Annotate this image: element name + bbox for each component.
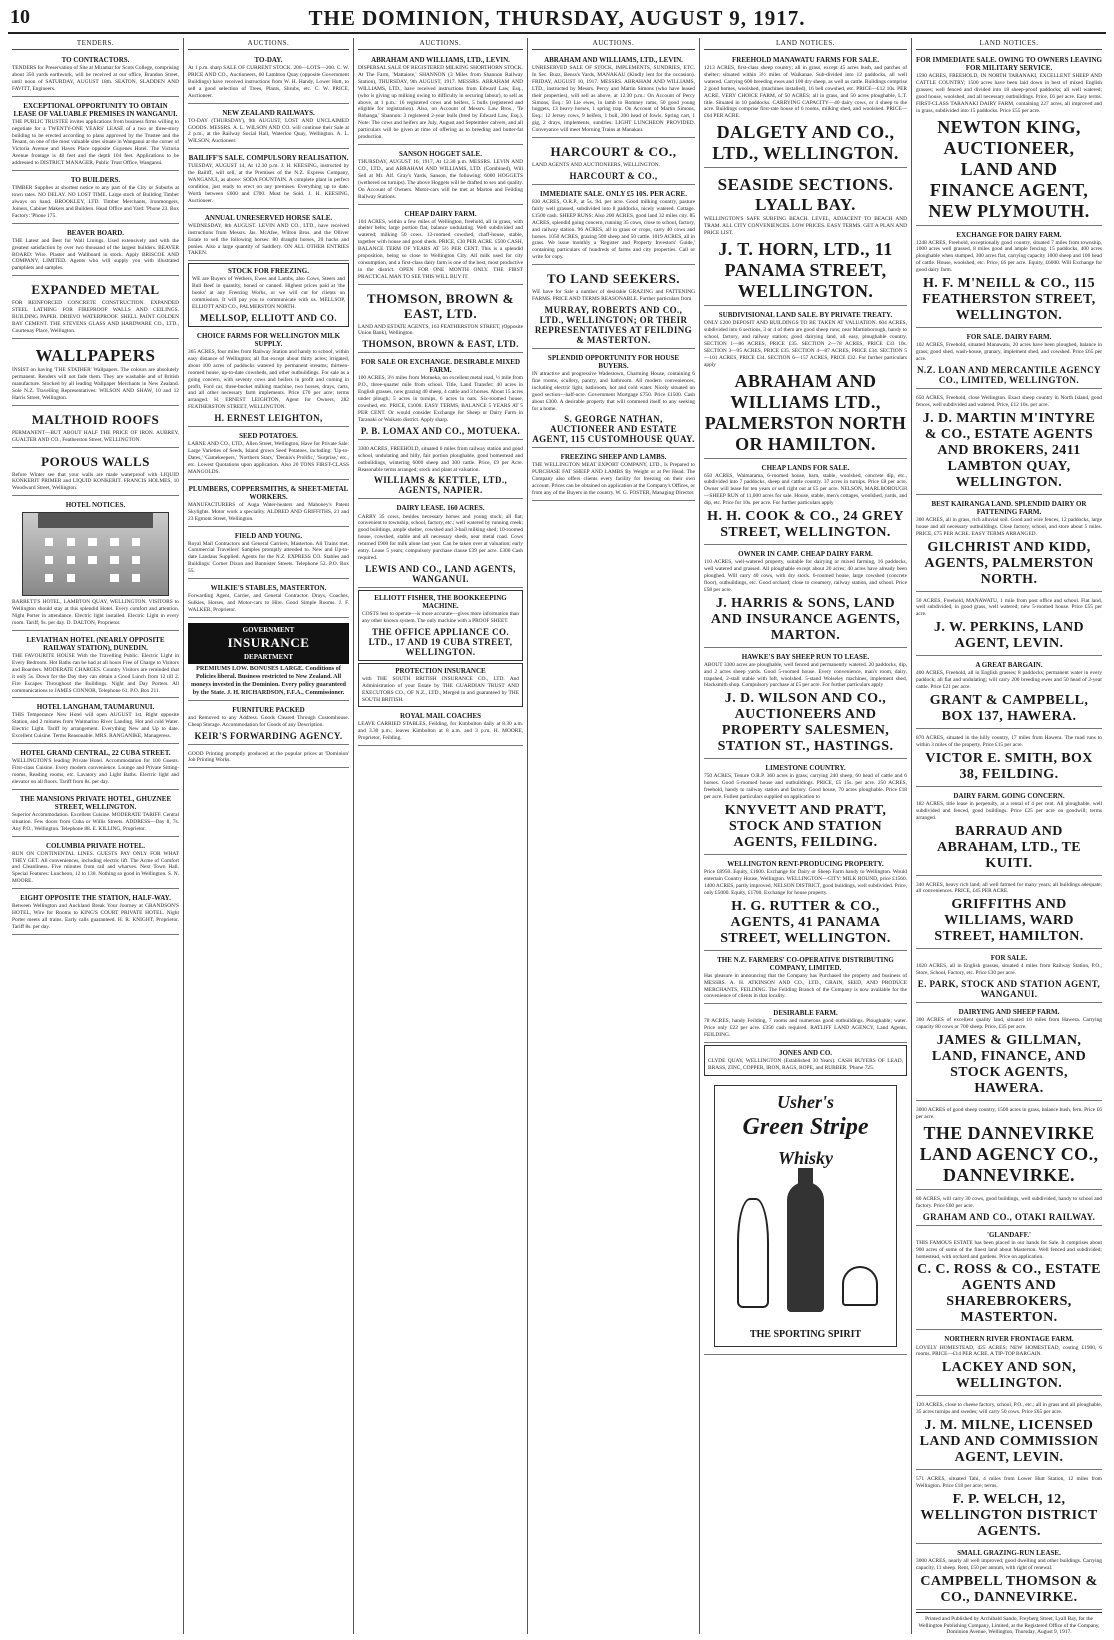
ad-agent-name: S. GEORGE NATHAN, AUCTIONEER AND ESTATE AGENT, 115 CUSTOMHOUSE QUAY.	[532, 414, 695, 445]
ad-body: MANUFACTURERS of Auga Water-heaters and Mahoney's Patent Skylights. Motor work a speciality. ALDRED AND GRIFFITHS, 21 and 23 Egmont Street, Wellington.	[188, 501, 349, 522]
advertisement	[188, 211, 349, 262]
advertisement	[358, 442, 523, 500]
ad-body: 400 ACRES, Freehold, all in English grasses; 8 paddocks; permanent water in every paddock; all flat and undulating; will carry 200 breeding ewes and 50 head of 2-year cattle. Price £21 per acre.	[916, 670, 1102, 691]
whisky-name: Green Stripe	[742, 1114, 869, 1141]
ad-body: 3000 ACRES, nearly all well improved; good dwelling and other buildings. Carrying capacity, 11 sheep. Rent, £50 per annum, with right of renewal.	[916, 1558, 1102, 1571]
ad-body: 78 ACRES, handy Feilding, 7 rooms and numerous good outbuildings. Ploughable; water. Price only £22 per acre. £350 cash required. RATLIFF LAND AGENCY, Land Agents, FEILDING.	[704, 1018, 907, 1039]
whisky-brand: Usher's	[776, 1092, 834, 1113]
ad-heading: TO BUILDERS.	[70, 176, 121, 185]
ad-agent-name: H. G. RUTTER & CO., AGENTS, 41 PANAMA STREET, WELLINGTON.	[720, 898, 891, 946]
ad-agent-name: J. T. HORN, LTD., 11 PANAMA STREET, WELLINGTON.	[718, 239, 893, 302]
newspaper-page	[8, 4, 1106, 1634]
advertisement	[704, 1045, 907, 1076]
advertisement	[704, 857, 907, 951]
ad-agent-name: P. B. LOMAX AND CO., MOTUEKA.	[360, 425, 521, 436]
ad-body: PERMANENT—BUT ABOUT HALF THE PRICE OF IRON. AUBREY, GUALTER AND CO., Featherston Street, WELLINGTON.	[12, 429, 179, 443]
advertisement	[532, 450, 695, 501]
hotel-window-shape	[110, 538, 119, 546]
advertisement	[704, 1006, 907, 1043]
advertisement	[188, 747, 349, 769]
ad-heading: WELLINGTON RENT-PRODUCING PROPERTY.	[727, 860, 884, 868]
hotel-window-shape	[132, 556, 141, 564]
advertisement	[916, 951, 1102, 1003]
ad-body: and Removed to any Address. Goods Cleared Through Customhouse. Cheap Storage. Accommodation for Goods of any Description.	[188, 714, 349, 728]
ad-body: 1248 ACRES, Freehold, exceptionally good country, situated 7 miles from township, 1000 acres well grassed, 8 miles good and ample fencing. 15 paddocks, 400 acres ploughable when stumped, 300 acres flat, carrying capacity 1000 sheep and 100 head of cattle. House, woolshed, etc. Price, £6 per acre. Equity, £6000. Will Exchange for good dairy farm.	[916, 239, 1102, 274]
ad-agent-name: E. PARK, STOCK AND STATION AGENT, WANGANUI.	[917, 979, 1101, 1000]
ad-body: ONLY £200 DEPOSIT AND BUILDINGS TO BE TAKEN AT VALUATION. 604 ACRES, subdivided into 6 sections, 3 or 4 of them are good sheep runs; near Martinborough, handy to school, factory, and railway station; good dairying land, all easy, ploughable country. SECTION 1—86 ACRES, PRICE £35. SECTION 2—78 ACRES, PRICE £33 10s. SECTION 3—95 ACRES, PRICE £35. SECTION 4—87 ACRES, PRICE £34. SECTION 5—101 ACRES, PRICE £34. SECTION 6—157 ACRES, PRICE £32. For further particulars apply	[704, 320, 907, 368]
hotel-window-shape	[45, 538, 54, 546]
ad-body: LAND AGENTS AND AUCTIONEERS, WELLINGTON.	[532, 162, 660, 169]
advertisement	[12, 226, 179, 277]
ad-agent-name: GILCHRIST AND KIDD, AGENTS, PALMERSTON NORTH.	[924, 539, 1094, 587]
advertisement	[188, 263, 349, 327]
advertisement	[916, 391, 1102, 495]
ad-heading: ELLIOTT FISHER, THE BOOKKEEPING MACHINE.	[374, 593, 507, 610]
column-heading: TENDERS.	[12, 38, 179, 50]
ad-heading: HARCOURT & CO.,	[550, 144, 677, 160]
ad-body: LOVELY HOMESTEAD, 425 ACRES; NEW HOMESTEAD, costing £1900, 6 rooms. PRICE—£14 PER ACRE. A TIP-TOP BARGAIN.	[916, 1344, 1102, 1358]
advertisement	[532, 140, 695, 185]
ad-heading: NORTHERN RIVER FRONTAGE FARM.	[944, 1335, 1074, 1344]
insurance-banner-line: INSURANCE	[227, 634, 310, 650]
masthead	[8, 4, 1106, 34]
whisky-caption: THE SPORTING SPIRIT	[749, 1329, 862, 1341]
ad-agent-name: CAMPBELL THOMSON & CO., DANNEVIRKE.	[920, 1573, 1098, 1605]
ad-body: Has pleasure in announcing that the Company has Purchased the property and business of MESSRS. A. H. ATKINSON AND CO., LTD., GRAIN, SEED, AND PRODUCE MERCHANTS, FEILDING. The Feilding Branch of the Company is now available for the convenience of clients in that locality.	[704, 972, 907, 1000]
ad-heading: DAIRYING AND SHEEP FARM.	[958, 1008, 1060, 1017]
ad-agent-name: ABRAHAM AND WILLIAMS LTD., PALMERSTON NORTH OR HAMILTON.	[704, 370, 907, 454]
advertisement	[916, 1228, 1102, 1331]
hotel-window-shape	[110, 574, 119, 582]
ad-heading: SEASIDE SECTIONS. LYALL BAY.	[717, 175, 894, 214]
ad-agent-name: H. H. COOK & CO., 24 GREY STREET, WELLINGTON.	[707, 509, 904, 541]
ad-body: TO-DAY (THURSDAY), 9th AUGUST, LOST AND UNCLAIMED GOODS. MESSRS. A. L. WILSON AND CO. will continue their Sale at 2 p.m., at the Railway Social Hall, Waterloo Quay, Wellington. A. L. WILSON, Auctioneer.	[188, 117, 349, 145]
ad-agent-name: VICTOR E. SMITH, BOX 38, FEILDING.	[925, 750, 1093, 782]
ad-body: Royal Mail Contractors and General Carriers, Masterton. All Trains met. Commercial Travellers' Samples promptly attended to. New and Up-to-date Landaus Supplied. Agents for the N.Z. EXPRESS CO. Stables and Buildings: Corner Dixon and Bannister Streets. Telephone 52. P.O. Box 55.	[188, 540, 349, 575]
advertisement	[188, 581, 349, 618]
ad-body: RUN ON CONTINENTAL LINES. GUESTS PAY ONLY FOR WHAT THEY GET. All conveniences, including electric lift. The Acme of Comfort and Cleanliness. Five minutes from rail and wharves. Next Town Hall. Special Features: Luncheon, 12 to 130. Nothing so good in Wellington. S. N. MOORE.	[12, 850, 179, 885]
hotel-window-shape	[45, 574, 54, 582]
advertisement	[916, 1103, 1102, 1190]
advertisement	[12, 792, 179, 837]
ad-body: UNRESERVED SALE OF STOCK, IMPLEMENTS, SUNDRIES, ETC. In Sec. Buzz, Benss's Yards, MANAKAU (Kindly lent for the occasion). FRIDAY, AUGUST 10, 1917. MESSRS. ABRAHAM AND WILLIAMS, LTD., instructed by Messrs. Percy and Martin Simons (who have leased their properties), will sell as above, at 12.30 p.m.: On Account of Percy Simons, Esq.: 50 Lie ewes, in lamb to Romney rams, 50 good young hoggets, 13 heavy horses, 1 spring trap. On Account of Martin Simons, Esq.: 12 Jersey cows, 9 heifers, 1 bull, 200 head of fowls. Spring cart, 1 gig, 2 drays, implements, sundries. LIGHT LUNCHEON PROVIDED. Conveyance will meet Morning Trains at Manakau.	[532, 65, 695, 134]
advertisement	[12, 278, 179, 338]
ad-body: 1590 ACRES, FREEHOLD, IN NORTH TARANAKI, EXCELLENT SHEEP AND CATTLE COUNTRY; 1500 acres have been laid down in best of mixed English grasses; well fenced and divided into 18 sheep-proof paddocks; all well watered; good house, woolshed, and all necessary outbuildings. Price, £6 per acre. Easy terms. FIRST-CLASS TARANAKI DAIRY FARM, containing 227 acres, all improved and in grass, subdivided into 15 paddocks. Price £55 per acre.	[916, 73, 1102, 114]
advertisement	[916, 228, 1102, 329]
ad-body: 300 ACRES, all in grass, rich alluvial soil. Good and wire fences, 12 paddocks, large house and all necessary outbuildings. Close factory, school, and store about 5 miles. PRICE, £75 PER ACRE. EASY TERMS ARRANGED.	[916, 516, 1102, 537]
hotel-window-shape	[67, 538, 76, 546]
advertisement	[704, 308, 907, 458]
hotel-window-shape	[110, 556, 119, 564]
advertisement	[704, 650, 907, 760]
column-tenders	[8, 38, 184, 1634]
ad-heading: FREEHOLD MANAWATU FARMS FOR SALE.	[732, 56, 879, 64]
ad-body: 571 ACRES, situated Tahi, 4 miles from Lower Hutt Station, 12 miles from Wellington. Price £18 per acre; terms.	[916, 1476, 1102, 1490]
advertisement	[188, 703, 349, 745]
ad-heading: COLUMBIA PRIVATE HOTEL.	[45, 841, 146, 850]
ad-agent-name: WILLIAMS & KETTLE, LTD., AGENTS, NAPIER.	[373, 475, 508, 496]
page-number: 10	[10, 6, 30, 28]
ad-heading: HAWKE'S BAY SHEEP RUN TO LEASE.	[741, 652, 870, 661]
ad-agent-name: MELLSOP, ELLIOTT AND CO.	[200, 312, 337, 323]
ad-body: WELLINGTON'S leading Private Hotel. Accommodation for 100 Guests. First-class Cuisine. Every modern convenience. Lounge and Private Sitting-rooms, Reading rooms, etc. Lavatory and Light Baths. Electric light and elevator on all floors. Tariff from 8s. per day.	[12, 758, 179, 785]
ad-agent-name: THE OFFICE APPLIANCE CO. LTD., 17 AND 19 CUBA STREET, WELLINGTON.	[368, 626, 513, 657]
advertisement	[916, 789, 1102, 876]
ad-heading: BEST KAIRANGA LAND. SPLENDID DAIRY OR FATTENING FARM.	[931, 499, 1087, 516]
advertisement	[704, 761, 907, 855]
advertisement	[12, 99, 179, 171]
ad-heading: HOTEL NOTICES.	[65, 501, 126, 510]
ad-body: TUESDAY, AUGUST 14, At 12.30 p.m. J. H. KEESING, instructed by the Bailiff, will sell, at the Premises of the N.Z. Express Company, WANGANUI, as above: SODA FOUNTAIN. A complete plant in perfect condition, just ready to erect on any premises. Everything up to date. Worth between £600 and £700. Must be Sold. J. H. KEESING, Auctioneer.	[188, 163, 349, 204]
ad-body: WE have for Sale a number of desirable GRAZING and FATTENING FARMS. PRICE AND TERMS REASONABLE. Further particulars from	[532, 289, 695, 302]
advertisement	[12, 839, 179, 890]
hotel-window-shape	[132, 538, 141, 546]
ad-heading: PROTECTION INSURANCE	[395, 666, 486, 675]
ad-body: IN attractive and progressive Wadestown, Charming House, containing 6 fine rooms, scullery, pantry, and bathroom. All modern conveniences, including electric light, bathroom, hot and cold water. Nicely situated on good section—half-acre. Government Mortgage £750. Price £1500. Cash about £300. A desirable property that will commend itself to any seeking for a home.	[532, 371, 695, 412]
ad-agent-name: LACKEY AND SON, WELLINGTON.	[941, 1360, 1077, 1392]
ad-agent-name: J. W. PERKINS, LAND AGENT, LEVIN.	[934, 620, 1084, 652]
hotel-window-shape	[88, 538, 97, 546]
ad-heading: HOTEL LANGHAM, TAUMARUNUI.	[36, 703, 155, 712]
hotel-window-shape	[45, 556, 54, 564]
ad-body: Between Wellington and Auckland Break Your Journey at GRANDSON'S HOTEL, Wire for Rooms to KING'S COURT PRIVATE HOTEL. Night Porter meets all trains. Early calls guaranteed. H. R. KNIGHT, Proprietor. Tariff 8s. per day.	[12, 903, 179, 930]
ad-body: THE WELLINGTON MEAT EXPORT COMPANY, LTD., Is Prepared to PURCHASE FAT SHEEP AND LAMBS By Weight or at Per Head. The Company also offers clients every facility for freezing on their own account. Prices can be obtained on application at the Company's Offices, or from any of the Buyers in the country. W. G. FOSTER, Managing Director.	[532, 462, 695, 497]
column-auctions-3	[528, 38, 700, 1634]
ad-heading: DAIRY LEASE. 160 ACRES.	[396, 504, 485, 513]
ad-heading: DAIRY FARM. GOING CONCERN.	[953, 791, 1065, 800]
ad-heading: STOCK FOR FREEZING.	[228, 267, 309, 276]
ad-body: 830 ACRES, O.R.P., at 5s. 9d. per acre. Good milking country, pasture fairly well grassed, subdivided into 8 paddocks, nicely watered. Cottage. £1500 cash. SHEEP RUNS: Also 200 ACRES, good land 32 miles city. 85 ACRES, splendid going concern, running 35 cows, close to school, factory, and railway station. 96 ACRES, all in grass or crops, carry 40 cows and horses. 1050 ACRES, grazing 500 sheep and 50 cattle. 1019 ACRES, all in grass. We issue monthly a 'Register and Property Investors' Guide,' containing particulars of hundreds of farms and city properties. Call or write for copy.	[532, 199, 695, 261]
hotel-building-illustration	[22, 512, 169, 596]
ad-body: 80 ACRES, will carry 30 cows, good buildings, well subdivided, handy to school and factory. Price £60 per acre.	[916, 1195, 1102, 1209]
ad-body: BARRETT'S HOTEL, LAMBTON QUAY, WELLINGTON. VISITORS to Wellington should stay at this splendid Hotel. Every comfort and attention. Night Porter in attendance. Electric light installed. Electric Light in every room. Tariff, 9s. per day. D. DALTON, Proprietor.	[12, 599, 179, 626]
ad-heading: FURNITURE PACKED	[232, 705, 305, 714]
advertisement	[12, 633, 179, 699]
ad-body: At 1 p.m. sharp SALE OF CURRENT STOCK. 200—LOTS—200. C. W. PRICE AND CO., Auctioneers, 60 Lambton Quay (opposite Government Buildings) have received instructions from W. H. Handy, Lower Hutt, to sell a good selection of Trees, Plants, Shrubs, etc. C. W. PRICE, Auctioneer.	[188, 65, 349, 99]
ad-body: THE FAVOURITE HOUSE With the Travelling Public. Electric Light in Every Bedroom. Hot Baths can be had at all hours Free of Charge to Visitors and Boarders. MODERATE CHARGES. Country Visitors are reminded that it only 5s. Down for the Day they can obtain a Good Lunch from 12 till 2. Fire Escapes Throughout the Buildings. Night and Day Porters. All communications to JAMES CONNOR, Telephone 61. P.O. Box 211.	[12, 652, 179, 694]
column-heading: LAND NOTICES.	[704, 38, 907, 50]
advertisement	[704, 170, 907, 306]
advertisement	[12, 450, 179, 497]
advertisement	[532, 351, 695, 449]
ad-heading: OWNER IN CAMP. CHEAP DAIRY FARM.	[738, 550, 873, 559]
column-heading: AUCTIONS.	[188, 38, 349, 50]
hotel-window-shape	[67, 556, 76, 564]
advertisement	[532, 187, 695, 265]
advertisement	[916, 1398, 1102, 1470]
ad-body: Before Winter see that your walls are made waterproof with LIQUID KONKERIT PRIMER and LIQUID KONKERIT. FRANCIS HOLMES, 10 Woodward Street, Wellington.	[12, 471, 179, 492]
column-land-notices-2	[912, 38, 1106, 1634]
ad-heading: SPLENDID OPPORTUNITY FOR HOUSE BUYERS.	[547, 353, 680, 370]
ad-agent-name: BARRAUD AND ABRAHAM, LTD., TE KUITI.	[936, 823, 1082, 871]
ad-agent-name: NEWTON KING, AUCTIONEER, LAND AND FINANCE AGENT, NEW PLYMOUTH.	[928, 116, 1090, 221]
ad-body: DISPERSAL SALE OF REGISTERED MILKING SHORTHORN STOCK. At The Farm, 'Mattaiote,' SHANNON (3 Miles from Shannon Railway Station), THURSDAY, 9th AUGUST, 1917. MESSRS. ABRAHAM AND WILLIAMS, LTD., have received instructions from Edward Law, Esq., (who is giving up milking owing to difficulty in securing labour), to sell as above, at 1 p.m.: 16 registered cows and heifers, 5 bulls (registered and eligible for registration). Also, on Account of Messrs. Law Bros., 'Te Rohanga,' Shannon: 3 registered 2-year bulls (bred by Edward Law, Esq.). Note: The cows and heifers are July, August and September calvers, and all particulars will be given at time of offering as to breeding and butter-fat production.	[358, 65, 523, 141]
ad-heading: TO-DAY.	[254, 56, 283, 64]
ad-body: ABOUT 3300 acres are ploughable, well fenced and permanently watered. 20 paddocks, dip, and 2 acres sheep yards. Good 5-roomed house. Every convenience, man's room, dairy, trapshed, 2-stall stable with loft, woolshed. 5-stand Wolseley machines, implement shed, blacksmith shop. Compulsory purchase at £5 per acre. For further particulars apply	[704, 661, 907, 689]
advertisement	[188, 53, 349, 104]
ad-heading: A GREAT BARGAIN.	[975, 661, 1043, 670]
ad-heading: LEVIATHAN HOTEL (NEARLY OPPOSITE RAILWAY STATION), DUNEDIN.	[26, 635, 165, 652]
ad-body: Forwarding Agent, Carrier, and General Contractor. Drays, Coaches, Sulkies, Horses, and Motor-cars to Hire. Good Simple Rooms. J. F. WALKER, Proprietor.	[188, 593, 349, 613]
advertisement	[358, 287, 523, 354]
advertisement	[188, 329, 349, 427]
ad-heading: EIGHT OPPOSITE THE STATION, HALF-WAY.	[20, 894, 171, 903]
advertisement	[704, 547, 907, 648]
whisky-advertisement-illustration	[714, 1085, 897, 1347]
ad-agent-name: LEWIS AND CO., LAND AGENTS, WANGANUI.	[365, 563, 516, 584]
ad-body: INSIST on having 'THE STATHER' Wallpapers. The colours are absolutely permanent. Renders will not fade them. They are washable and of British manufacture. Stocked by all leading Wallpaper Merchants in New Zealand. Sole N.Z. Travelling Representatives: WILSON AND SHAW, 10 and 12 Harris Street, Wellington.	[12, 367, 179, 401]
ad-body: CARRY 35 cows, besides necessary horses and young stock; all flat; convenient to township, school, factory, etc.; well watered by running creek; good buildings, ample shelter, cowshed and 3-bail milking shed; 10-roomed house, cowshed, stable and all necessary sheds, near metal road. Cows returned £900 for milk alone last year. Can be taken over at valuation; early entry. Lease 5 years; compulsory purchase clause £39 per acre. £300 Cash required.	[358, 513, 523, 561]
hotel-window-shape	[132, 574, 141, 582]
insurance-banner	[188, 623, 349, 664]
advertisement	[358, 590, 523, 661]
advertisement	[188, 151, 349, 208]
ad-body: THE PUBLIC TRUSTEE invites applications from business firms willing to negotiate for a TWENTY-ONE YEARS' LEASE of a two or three-story building to be erected according to plans approved by the Trustee and the Tenant, on one of the most valuable sites situate in Wanganui at the corner of Victoria Avenue and Haves Place opposite Guyenes Hotel. The Victoria Avenue frontage is 48 feet and the depth 104 feet. Applications to be addressed to DISTRICT MANAGER, Public Trust Office, Wanganui.	[12, 118, 179, 167]
ad-agent-name: J. M. MILNE, LICENSED LAND AND COMMISSION AGENT, LEVIN.	[919, 1418, 1099, 1466]
ad-heading: JONES AND CO.	[778, 1049, 833, 1058]
ad-heading: EXCHANGE FOR DAIRY FARM.	[956, 230, 1062, 239]
ad-agent-name: J. HARRIS & SONS, LAND AND INSURANCE AGENTS, MARTON.	[710, 595, 901, 643]
hotel-window-shape	[67, 574, 76, 582]
ad-agent-name: J. D. MARTIN M'INTYRE & CO., ESTATE AGENTS AND BROKERS, 2411 LAMBTON QUAY, WELLINGTON.	[922, 410, 1096, 490]
whisky-product: Whisky	[777, 1148, 833, 1169]
advertisement	[358, 501, 523, 587]
advertisement	[704, 461, 907, 546]
ad-body: PREMIUMS LOW. BONUSES LARGE. Conditions of Policies liberal. Business restricted to New Zealand. All moneys invested in the Dominion. Every policy guaranteed by the State. J. H. RICHARDSON, F.F.A., Commissioner.	[190, 664, 347, 696]
ad-agent-name: KNYVETT AND PRATT, STOCK AND STATION AGENTS, FEILDING.	[724, 803, 887, 850]
ad-heading: FOR SALE. DAIRY FARM.	[966, 333, 1052, 342]
ad-heading: MALTHOID ROOFS	[31, 411, 160, 427]
advertisement	[358, 355, 523, 439]
ad-body: 182 ACRES, title lease in perpetuity, at a rental of 4 per cent. All ploughable, well subdivided and fenced, good buildings. Price £25 per acre on goodwill; terms arranged.	[916, 800, 1102, 821]
ad-body: THURSDAY, AUGUST 16, 1917, At 12.30 p.m. MESSRS. LEVIN AND CO., LTD., and ABRAHAM AND WILLIAMS, LTD. (Combined), Will Sell at Mr. Alf. Gray's Yards, Sanson, the following: 6000 HOGGETS (wethered on turnips). The above Hoggets will be drafted to sex and quality. On Account of Owners. Motor-cars will be met at Marton and Feilding Railway Stations.	[358, 159, 523, 200]
column-auctions-1	[184, 38, 354, 1634]
advertisement	[916, 1192, 1102, 1226]
advertisement	[704, 953, 907, 1005]
ad-heading: HOTEL GRAND CENTRAL, 22 CUBA STREET.	[20, 749, 171, 758]
ad-agent-name: KEIR'S FORWARDING AGENCY.	[194, 730, 343, 741]
ad-agent-name: H. F. M'NEILL & CO., 115 FEATHERSTON STREET, WELLINGTON.	[922, 276, 1096, 324]
advertisement	[12, 53, 179, 97]
ad-heading: THE MANSIONS PRIVATE HOTEL, GHUZNEE STREET, WELLINGTON.	[19, 794, 172, 811]
ad-body: LARNE AND CO., LTD., Allen Street, Wellington, Have for Private Sale: Large Varieties of Seeds, Island grown Seed Potatoes, including: 'Up-to-Dates,' 'Gamekeepers,' 'Northern Stars,' 'Dennis's Prolific,' 'Surprise,' etc., etc. Lowest Quotations upon application. Also 20 TONS FIRST-CLASS MANGOLDS.	[188, 441, 349, 475]
ad-body: TIMBER Supplies at shortest notice to any part of the City or Suburbs at town rates. NO DELAY. NO LOST TIME. Large stock of Building Timber always on hand. BROOKLEY, LTD. Timber Merchants, Ironmongers, Joiners, Cabinet Makers and Builders. Head Office and Yard: 'Phone 23. Box Factory: 'Phone 175.	[12, 185, 179, 219]
ad-heading: BAILIFF'S SALE. COMPULSORY REALISATION.	[188, 154, 349, 163]
ad-body: THIS FAMOUS ESTATE has been placed in our hands for Sale. It comprises about 900 acres of some of the finest land about Masterton. Well fenced and subdivided; homestead, with orchard and gardens. Price on application.	[916, 1239, 1102, 1260]
advertisement	[916, 594, 1102, 657]
ad-heading: TO CONTRACTORS.	[61, 56, 130, 64]
advertisement	[188, 620, 349, 701]
ad-body: THE Latest and Best for Wall Linings. Used extensively and with the greatest satisfaction by over two thousand of the largest builders. BEAVER BOARD: Wire. Plaster and Wallboard in stock. Apply BRISCOE AND COMPANY, LIMITED. Agents who will supply you with illustrated pamphlets and samples.	[12, 237, 179, 272]
ad-agent-name: DALGETY AND CO., LTD., WELLINGTON.	[712, 122, 899, 164]
ad-body: 120 ACRES, close to cheese factory, school, P.O., etc.; all in grass and all ploughable, 35 acres turnips and swedes; will carry 50 cows. Price £65 per acre.	[916, 1402, 1102, 1416]
sportsman-figure	[737, 1198, 770, 1308]
advertisement	[916, 330, 1102, 389]
ad-body: WE are Buyers of Wethers, Ewes and Lambs, also Cows, Steers and Bull Beef in quantity, boned or canned. Highest prices paid at 'the books' at any Freezing Works, or we will cut for clients on commission. It will pay you to communicate with us. MELLSOP, ELLIOTT AND CO., PALMERSTON NORTH.	[192, 276, 345, 310]
advertisement	[532, 267, 695, 349]
ad-body: 365 ACRES, four miles from Railway Station and handy to school, within easy distance of Wellington; all flat except about thirty acres; irrigated, about 100 acres of paddocks watered by permanent streams; thirteen-roomed house, up-to-date cowsheds, and other outbuildings. For sale as a going concern, with seventy cows and heifers in profit and coming in profit, Ford car, three-bucket milking machine, two horses, drays, carts, and all other necessary farm implements. Price £70 per acre; terms arranged. H. ERNEST LEIGHTON, Agent for Owners, 282 FEATHERSTON STREET, WELLINGTON.	[188, 348, 349, 411]
ad-agent-name: JAMES & GILLMAN, LAND, FINANCE, AND STOCK AGENTS, HAWERA.	[931, 1033, 1087, 1097]
ad-body: 3300 ACRES, FREEHOLD, situated 6 miles from railway station and good school, undulating and hilly, fair portion ploughable, good homestead and outbuildings, wintering 6000 sheep and 300 cattle. Price, £9 per Acre. Reasonable terms arranged; stock and plant at valuation.	[358, 445, 523, 473]
newspaper-title: THE DOMINION, THURSDAY, AUGUST 9, 1917.	[308, 6, 806, 30]
ad-body: 102 ACRES, Freehold, situated Manawatu, 20 acres have been ploughed, balance in grass; good shed, wash-house, granary, implement shed, and cowshed. Price £65 per acre.	[916, 342, 1102, 362]
ad-body: COSTS less to operate—is more accurate—gives more information than any other known system. The only machine with a PROOF SHEET.	[362, 610, 519, 624]
advertisement	[12, 700, 179, 744]
ad-body: 300 ACRES of excellent quality land, situated 10 miles from Hawera. Carrying capacity 80 cows or 700 sheep. Price, £35 per acre.	[916, 1017, 1102, 1031]
ad-agent-name: GRANT & CAMPBELL, BOX 137, HAWERA.	[929, 692, 1089, 724]
ad-body: THIS Temperance New Hotel will open AUGUST 1st. Right opposite Station, and 2 minutes from Waimarino River Landing. Hot and cold Water. Electric Light. Tariff by arrangement. Everything New and Up to date. Excellent Cuisine. Terms Reasonable. MRS. RANGANIKE, Manageress.	[12, 712, 179, 740]
printer-imprint: Printed and Published by Archibald Sando, Freyberg Street, Lyall Bay, for the Wellington Publishing Company, Limited, at the Registered Office of the Company, Dominion Avenue, Wellington, Thursday, August 9, 1917.	[916, 1612, 1102, 1634]
ad-heading: FOR IMMEDIATE SALE. OWING TO OWNERS LEAVING FOR MILITARY SERVICE.	[916, 56, 1102, 73]
ad-body: 870 ACRES, situated in the hilly country, 17 miles from Hawera. The road runs to within 3 miles of the property. Price £15 per acre.	[916, 734, 1102, 748]
column-heading: AUCTIONS.	[532, 38, 695, 50]
dog-figure	[842, 1266, 878, 1306]
ad-body: GOOD Printing promptly produced at the popular prices at 'Dominion' Job Printing Works.	[188, 750, 349, 764]
ad-body: 104 ACRES, within a few miles of Wellington, freehold, all in grass, with shelter belts; large portion flat, balance undulating. Well subdivided and watered; milking 50 cows. 12-roomed cowshed, chaff-house, stable, together with house and good sheds. PRICE, £30 PER ACRE. £500 CASH, BALANCE TERM OF YEARS AT 5½ PER CENT. This is a splendid proposition, being so close to Wellington City. All milk used for city consumption, and a first-class dairy farm is one of the best, most productive in the district. OPEN FOR ONE MONTH ONLY. THE FIRST PRACTICAL MAN TO SEE THIS WILL BUY IT.	[358, 218, 523, 280]
ad-body: 3000 ACRES of good sheep country, 1500 acres in grass, balance bush, fern. Price £6 per acre.	[916, 1107, 1102, 1120]
ad-agent-name: MURRAY, ROBERTS AND CO., LTD., WELLINGTON; OR THEIR REPRESENTATIVES AT FEILDING & MASTERTON.	[534, 304, 693, 345]
ad-agent-name: THE DANNEVIRKE LAND AGENCY CO., DANNEVIRKE.	[919, 1122, 1099, 1185]
advertisement	[12, 891, 179, 935]
ad-body: 650 ACRES, Freehold, close Wellington. Exact sheep country in North Island, good fences, well subdivided and watered. Price, £12 10s. per acre.	[916, 394, 1102, 408]
ad-agent-name: GRIFFITHS AND WILLIAMS, WARD STREET, HAMILTON.	[934, 897, 1084, 945]
ad-body: 340 ACRES, heavy rich land; all well farmed for many years; all buildings adequate; all conveniences. PRICE, £45 PER ACRE.	[916, 881, 1102, 895]
advertisement	[12, 746, 179, 790]
ad-heading: SMALL GRAZING-RUN LEASE.	[957, 1548, 1061, 1557]
advertisement	[916, 658, 1102, 729]
ad-heading: EXPANDED METAL	[31, 282, 160, 298]
ad-heading: CHOICE FARMS FOR WELLINGTON MILK SUPPLY.	[196, 331, 341, 348]
advertisement	[12, 498, 179, 631]
ad-body: CLYDE QUAY, WELLINGTON (Established 30 Years). CASH BUYERS OF LEAD, BRASS, ZINC, COPPER, IRON, RAGS, ROPE, and RUBBER. 'Phone 725.	[708, 1058, 903, 1072]
ad-heading: ROYAL MAIL COACHES	[399, 712, 482, 721]
advertisement	[188, 482, 349, 527]
ad-heading: DESIRABLE FARM.	[773, 1009, 838, 1018]
ad-body: FOR REINFORCED CONCRETE CONSTRUCTION. EXPANDED STEEL LATHING FOR FIREPROOF WALLS AND CEILINGS. BUILDING PAPER. DRIEVO WATERPROOF. SHELL PAINT GOLDEN BAY CEMENT. THE STEVENS GLASS AND HARDWARE CO., LTD., Courtenay Place, Wellington.	[12, 300, 179, 334]
advertisement	[532, 53, 695, 138]
advertisement	[916, 53, 1102, 226]
ad-heading: SUBDIVISIONAL LAND SALE. BY PRIVATE TREATY.	[718, 311, 893, 320]
ad-heading: CHEAP DAIRY FARM.	[404, 209, 477, 218]
ad-heading: THOMSON, BROWN & EAST, LTD.	[366, 290, 515, 321]
ad-heading: EXCEPTIONAL OPPORTUNITY TO OBTAIN LEASE OF VALUABLE PREMISES IN WANGANUI.	[13, 101, 178, 118]
advertisement	[188, 529, 349, 580]
ad-heading: ABRAHAM AND WILLIAMS, LTD., LEVIN.	[544, 56, 683, 64]
bottle-shape	[787, 1182, 823, 1312]
ad-body: Price £8950. Equity, £1600. Exchange for Dairy or Sheep Farm handy to Wellington. Would entertain Country House, Wellington. WELLINGTON—CITY: MILK ROUND, price £1560. 1400 ACRES, partly improved, NELSON DISTRICT, good buildings, well subdivided. Price, only £5000. Equity, £1700. Exchange for house property.	[704, 869, 907, 896]
advertisement	[358, 663, 523, 708]
hotel-roof-shape	[38, 513, 154, 528]
advertisement	[704, 1078, 907, 1355]
advertisement	[916, 1546, 1102, 1610]
ad-heading: ANNUAL UNRESERVED HORSE SALE.	[204, 213, 333, 222]
ad-heading: TO LAND SEEKERS.	[546, 271, 681, 287]
ad-heading: CHEAP LANDS FOR SALE.	[761, 463, 850, 472]
ad-agent-name: THOMSON, BROWN & EAST, LTD.	[362, 339, 519, 350]
columns	[8, 38, 1106, 1634]
ad-heading: SEED POTATOES.	[239, 432, 298, 441]
ad-body: LAND AND ESTATE AGENTS, 163 FEATHERSTON STREET, (Opposite Union Bank), Wellington.	[358, 323, 523, 337]
ad-heading: PLUMBERS, COPPERSMITHS, & SHEET-METAL WORKERS.	[188, 484, 349, 501]
hotel-window-shape	[88, 556, 97, 564]
insurance-banner-line: GOVERNMENT	[242, 625, 295, 634]
ad-agent-name: C. C. ROSS & CO., ESTATE AGENTS AND SHAREBROKERS, MASTERTON.	[917, 1262, 1101, 1326]
ad-heading: THE N.Z. FARMERS' CO-OPERATIVE DISTRIBUTING COMPANY, LIMITED.	[717, 955, 894, 972]
ad-heading: FOR SALE OR EXCHANGE. DESIRABLE MIXED FARM.	[360, 358, 521, 375]
advertisement	[916, 1472, 1102, 1544]
advertisement	[916, 497, 1102, 592]
column-heading: AUCTIONS.	[358, 38, 523, 50]
advertisement	[916, 1005, 1102, 1101]
ad-agent-name: N.Z. LOAN AND MERCANTILE AGENCY CO., LIMITED, WELLINGTON.	[917, 364, 1101, 385]
ad-body: 100 ACRES, 3½ miles from Motueka, on excellent metal road, ½ mile from P.O., three-quarter mile from school. Title, Land Transfer; 40 acres in English grasses, now grazing 40 sheep, 4 cattle and 3 horses. About 15 acres under plough; 5 acres in turnips, 6 acres in oats. Six-roomed house, cowshed, etc. PRICE, £1000. EASY TERMS, BALANCE 5 YEARS AT 5 PER CENT. Or would consider Exchange for Sheep or Dairy Farm in Taranaki or Waikato district. Apply sharp.	[358, 375, 523, 423]
ad-agent-name: F. P. WELCH, 12, WELLINGTON DISTRICT AGENTS.	[920, 1491, 1098, 1539]
ad-agent-name: H. ERNEST LEIGHTON,	[214, 413, 323, 424]
ad-heading: NEW ZEALAND RAILWAYS.	[222, 108, 315, 117]
advertisement	[916, 731, 1102, 787]
ad-body: 110 ACRES, well-watered property, suitable for dairying or mixed farming, 16 paddocks, well watered and grassed. All ploughable except about 20 acres; 40 acres have already been ploughed. Will carry 40 cows, with dry stock. 6-roomed house, large cowshed (concrete floor), outbuildings, etc. Good orchard; close to creamery, railway station, and school. Price £58 per acre.	[704, 559, 907, 593]
ad-heading: LIMESTONE COUNTRY.	[765, 764, 846, 773]
ad-heading: IMMEDIATE SALE. ONLY £5 10S. PER ACRE.	[540, 189, 687, 198]
ad-body: 750 ACRES, Tenure O.R.P. 360 acres in grass; carrying 240 sheep, 60 head of cattle and 6 horses. Good 5-roomed house and outbuildings. PRICE, £5 15s. per acre. 250 ACRES, freehold, handy to railway station and factory. Good house, 70 acres ploughable. Price £18 per acre. Fullest particulars supplied on application to	[704, 773, 907, 801]
ad-body: 1213 ACRES, first-class sheep country; all in grass, except 45 acres bush, and patches of shelter; situated within 3½ miles of Waikanae. Sub-divided into 12 paddocks, all well watered. Carrying 600 breeding ewes and 100 dry sheep, as well as cattle. Buildings comprise 2 good homes, woolshed, (machines installed), 16 bell cowshed, etc. PRICE—£12 10s. PER ACRE. VERY CHOICE FARM, of 50 ACRES; all in grass, and 50 acres ploughable, L.T. title. Situated in 10 paddocks. CARRYING CAPACITY—40 dairy cows, or 4 sheep to the acre. Buildings comprise first-rate house of 6 rooms, milking shed, and woolshed. PRICE—£64 PER ACRE.	[704, 65, 907, 120]
ad-body: 50 ACRES, Freehold, MANAWATU, 1 mile from post office and school. Flat land, well subdivided, in good grass, well watered; new 5-roomed house. Price £55 per acre.	[916, 597, 1102, 618]
advertisement	[12, 173, 179, 224]
advertisement	[12, 341, 179, 406]
insurance-banner-line: DEPARTMENT	[243, 652, 293, 661]
ad-heading: BEAVER BOARD.	[66, 228, 125, 237]
advertisement	[358, 53, 523, 145]
ad-heading: POROUS WALLS	[41, 453, 150, 469]
column-heading: LAND NOTICES.	[916, 38, 1102, 50]
ad-body: WEDNESDAY, 8th AUGUST. LEVIN AND CO., LTD., have received instructions from Messrs. Jas. McAfee, Wilton Bros. and the Olliver Estate to sell the following horses: 80 draught horses, 20 hacks and ponies. Also a large quantity of Saddlery. ON ALL OTHER ENTRIES TAKEN.	[188, 222, 349, 257]
column-land-notices-1	[700, 38, 912, 1634]
ad-body: 650 ACRES, Waimarama, 6-roomed house, barn, stable, woolshed, concrete dip, etc., subdivided into 7 paddocks, sheep and cattle country. 37 acres in turnips. Price £8 per acre. Owner will lease for ten years or sell right out at £5 per acre. NELSON, MARLBOROUGH—SHEEP RUN of 11,000 acres for sale. House, stable, men's cottages, woolshed, yards, and dip, etc. Price for 10s. per acre. For further particulars apply	[704, 472, 907, 507]
ad-body: Superior Accommodation. Excellent Cuisine. MODERATE TARIFF. Central situation. Few doors from Cuba or Willis Streets. ADDRESS—Day 8, 7s. Any P.O., Wellington. Telephone 88. E. KILLING, Proprietor.	[12, 811, 179, 832]
advertisement	[188, 429, 349, 480]
advertisement	[358, 207, 523, 285]
ad-heading: FREEZING SHEEP AND LAMBS.	[560, 453, 667, 462]
advertisement	[358, 147, 523, 204]
ad-body: TENDERS for Preservation of Site at Miramar for Scots College, comprising about 350 yards earthwork, will be received at our office, Brandon Street, until noon of SATURDAY, AUGUST 18th. SEATON, SLADDEN AND FAVITT, Engineers.	[12, 65, 179, 92]
advertisement	[188, 106, 349, 150]
column-auctions-2	[354, 38, 528, 1634]
ad-heading: WILKIE'S STABLES, MASTERTON.	[210, 584, 327, 593]
ad-heading: WALLPAPERS	[35, 345, 156, 365]
ad-agent-name: J. D. WILSON AND CO., AUCTIONEERS AND PROPERTY SALESMEN, STATION ST., HASTINGS.	[717, 691, 894, 755]
ad-body: with THE SOUTH BRITISH INSURANCE CO., LTD. And Administration of your Estate by THE GUARDIAN TRUST AND EXECUTORS CO., OF N.Z., LTD., Merged in and guaranteed by THE SOUTH BRITISH.	[362, 675, 519, 703]
ad-agent-name: HARCOURT & CO.,	[569, 170, 658, 181]
ad-body: LEAVE CARRIED STABLES, Feilding, for Kimbolton daily at 8.30 a.m. and 3.30 p.m.; leaves Kimbolton at 8 a.m. and 3 p.m. H. MOORE, Proprietor, Feilding.	[358, 721, 523, 742]
ad-heading: ABRAHAM AND WILLIAMS, LTD., LEVIN.	[371, 56, 510, 64]
advertisement	[704, 53, 907, 168]
ad-heading: FIELD AND YOUNG.	[234, 531, 303, 540]
advertisement	[358, 709, 523, 746]
ad-agent-name: GRAHAM AND CO., OTAKI RAILWAY.	[922, 1211, 1096, 1222]
advertisement	[916, 1332, 1102, 1396]
ad-heading: SANSON HOGGET SALE.	[399, 150, 482, 159]
advertisement	[916, 878, 1102, 950]
advertisement	[12, 408, 179, 448]
ad-heading: FOR SALE.	[990, 954, 1028, 963]
ad-heading: 'GLANDAFF.'	[987, 1230, 1031, 1239]
ad-body: WELLINGTON'S SAFE SURFING BEACH. LEVEL, ADJACENT TO BEACH AND TRAM. ALL CITY CONVENIENCES. LOW PRICES. EASY TERMS. GET A PLAN AND PRICE LIST.	[704, 216, 907, 237]
ad-body: 1020 ACRES, all in English grasses, situated 4 miles from Railway Station, P.O., Store, School, Factory, etc. Price £30 per acre.	[916, 963, 1102, 977]
